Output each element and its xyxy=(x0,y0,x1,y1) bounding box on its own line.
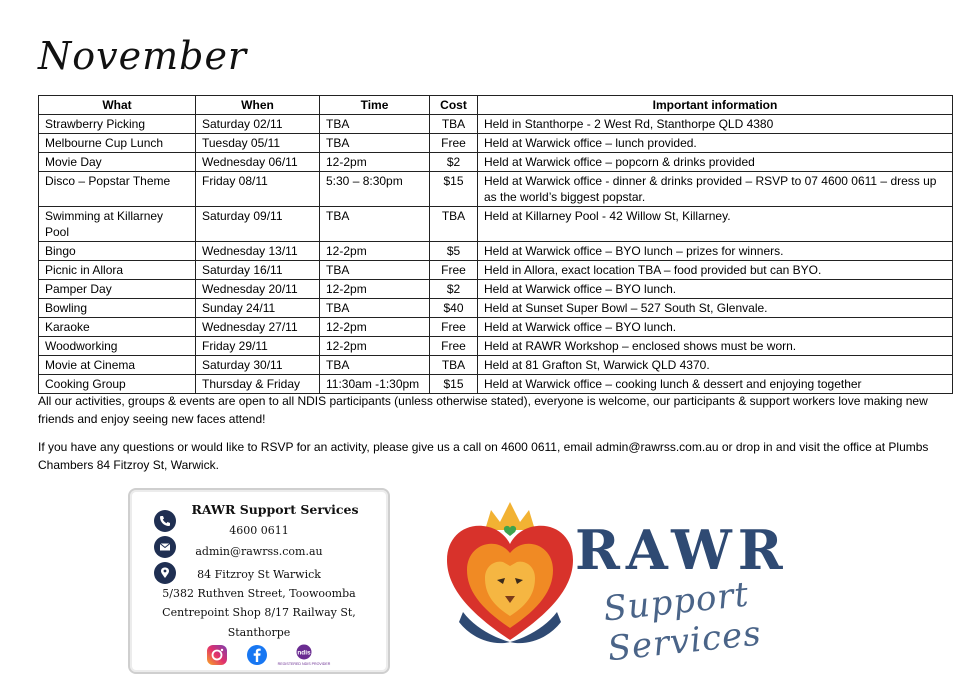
cell-info: Held at RAWR Workshop – enclosed shows must be worn. xyxy=(478,337,953,356)
logo-wordmark: RAWR xyxy=(575,518,789,582)
card-address-stanthorpe-line2: Stanthorpe xyxy=(227,626,291,639)
page-title: November xyxy=(38,34,248,78)
cell-time: TBA xyxy=(320,356,430,375)
cell-when: Wednesday 06/11 xyxy=(196,153,320,172)
ndis-registered-provider-icon xyxy=(277,644,331,666)
column-header-info: Important information xyxy=(478,96,953,115)
table-row xyxy=(39,115,953,134)
cell-info: Held at Warwick office – BYO lunch. xyxy=(478,318,953,337)
cell-what: Cooking Group xyxy=(39,375,196,394)
table-row xyxy=(39,318,953,337)
cell-cost: $15 xyxy=(430,172,478,207)
cell-when: Wednesday 20/11 xyxy=(196,280,320,299)
cell-time: TBA xyxy=(320,299,430,318)
cell-time: TBA xyxy=(320,115,430,134)
cell-when: Sunday 24/11 xyxy=(196,299,320,318)
cell-cost: Free xyxy=(430,134,478,153)
eligibility-paragraph: All our activities, groups & events are open to all NDIS participants (unless otherwise stated), everyone is welcome, our participants & support workers love making new friends and enjoy seeing new faces attend! xyxy=(38,394,928,426)
cell-cost: $40 xyxy=(430,299,478,318)
cell-time: 12-2pm xyxy=(320,153,430,172)
cell-what: Movie at Cinema xyxy=(39,356,196,375)
column-header-when: When xyxy=(196,96,320,115)
cell-what: Pamper Day xyxy=(39,280,196,299)
cell-time: 12-2pm xyxy=(320,242,430,261)
table-row xyxy=(39,375,953,394)
rawr-logo xyxy=(445,500,865,670)
cell-time: 12-2pm xyxy=(320,337,430,356)
cell-when: Saturday 30/11 xyxy=(196,356,320,375)
cell-info: Held at Sunset Super Bowl – 527 South St, Glenvale. xyxy=(478,299,953,318)
cell-what: Strawberry Picking xyxy=(39,115,196,134)
card-company-name: RAWR Support Services xyxy=(191,502,359,517)
cell-cost: $2 xyxy=(430,280,478,299)
cell-what: Karaoke xyxy=(39,318,196,337)
cell-cost: Free xyxy=(430,318,478,337)
cell-what: Swimming at Killarney Pool xyxy=(39,207,196,242)
cell-time: TBA xyxy=(320,134,430,153)
cell-cost: Free xyxy=(430,261,478,280)
card-address-toowoomba: 5/382 Ruthven Street, Toowoomba xyxy=(162,587,356,600)
cell-when: Thursday & Friday xyxy=(196,375,320,394)
cell-cost: TBA xyxy=(430,115,478,134)
lion-heart-emblem xyxy=(445,500,575,650)
cell-when: Tuesday 05/11 xyxy=(196,134,320,153)
cell-time: 11:30am -1:30pm xyxy=(320,375,430,394)
ndis-badge-caption: REGISTERED NDIS PROVIDER xyxy=(277,662,331,666)
cell-cost: TBA xyxy=(430,207,478,242)
cell-cost: $2 xyxy=(430,153,478,172)
logo-script-text: Support Services xyxy=(601,574,764,670)
table-row xyxy=(39,356,953,375)
cell-what: Woodworking xyxy=(39,337,196,356)
table-row xyxy=(39,337,953,356)
cell-what: Picnic in Allora xyxy=(39,261,196,280)
table-row xyxy=(39,207,953,242)
cell-info: Held at Warwick office – cooking lunch & dessert and enjoying together xyxy=(478,375,953,394)
cell-when: Friday 29/11 xyxy=(196,337,320,356)
cell-info: Held at Warwick office – popcorn & drinks provided xyxy=(478,153,953,172)
cell-what: Melbourne Cup Lunch xyxy=(39,134,196,153)
table-row xyxy=(39,261,953,280)
cell-when: Saturday 09/11 xyxy=(196,207,320,242)
table-row xyxy=(39,134,953,153)
table-row xyxy=(39,153,953,172)
events-table xyxy=(38,95,953,394)
column-header-what: What xyxy=(39,96,196,115)
cell-what: Disco – Popstar Theme xyxy=(39,172,196,207)
cell-info: Held in Allora, exact location TBA – food provided but can BYO. xyxy=(478,261,953,280)
cell-cost: $5 xyxy=(430,242,478,261)
cell-time: 12-2pm xyxy=(320,318,430,337)
cell-time: TBA xyxy=(320,207,430,242)
cell-cost: TBA xyxy=(430,356,478,375)
card-email: admin@rawrss.com.au xyxy=(195,545,323,558)
cell-when: Friday 08/11 xyxy=(196,172,320,207)
column-header-cost: Cost xyxy=(430,96,478,115)
cell-info: Held at Warwick office – lunch provided. xyxy=(478,134,953,153)
cell-time: 12-2pm xyxy=(320,280,430,299)
table-row xyxy=(39,280,953,299)
cell-info: Held in Stanthorpe - 2 West Rd, Stanthorpe QLD 4380 xyxy=(478,115,953,134)
cell-what: Bingo xyxy=(39,242,196,261)
cell-info: Held at Killarney Pool - 42 Willow St, Killarney. xyxy=(478,207,953,242)
cell-info: Held at Warwick office - dinner & drinks provided – RSVP to 07 4600 0611 – dress up as the world’s biggest popstar. xyxy=(478,172,953,207)
cell-when: Wednesday 13/11 xyxy=(196,242,320,261)
cell-what: Bowling xyxy=(39,299,196,318)
cell-when: Saturday 02/11 xyxy=(196,115,320,134)
cell-when: Saturday 16/11 xyxy=(196,261,320,280)
cell-info: Held at Warwick office – BYO lunch – prizes for winners. xyxy=(478,242,953,261)
ndis-badge-text: ndis xyxy=(297,649,311,657)
table-header-row xyxy=(39,96,953,115)
facebook-icon[interactable] xyxy=(246,644,268,666)
cell-time: 5:30 – 8:30pm xyxy=(320,172,430,207)
cell-what: Movie Day xyxy=(39,153,196,172)
table-row xyxy=(39,242,953,261)
contact-paragraph: If you have any questions or would like to RSVP for an activity, please give us a call on 4600 0611, email admin@rawrss.com.au or drop in and visit the office at Plumbs Chambers 84 Fitzroy St, Warwick. xyxy=(38,440,929,472)
cell-info: Held at 81 Grafton St, Warwick QLD 4370. xyxy=(478,356,953,375)
cell-when: Wednesday 27/11 xyxy=(196,318,320,337)
card-phone: 4600 0611 xyxy=(229,524,289,537)
cell-time: TBA xyxy=(320,261,430,280)
instagram-icon[interactable] xyxy=(206,644,228,666)
cell-cost: $15 xyxy=(430,375,478,394)
card-address-warwick: 84 Fitzroy St Warwick xyxy=(197,568,321,581)
table-row xyxy=(39,299,953,318)
contact-card xyxy=(128,488,390,674)
column-header-time: Time xyxy=(320,96,430,115)
card-address-stanthorpe-line1: Centrepoint Shop 8/17 Railway St, xyxy=(162,606,356,619)
cell-info: Held at Warwick office – BYO lunch. xyxy=(478,280,953,299)
table-row xyxy=(39,172,953,207)
cell-cost: Free xyxy=(430,337,478,356)
